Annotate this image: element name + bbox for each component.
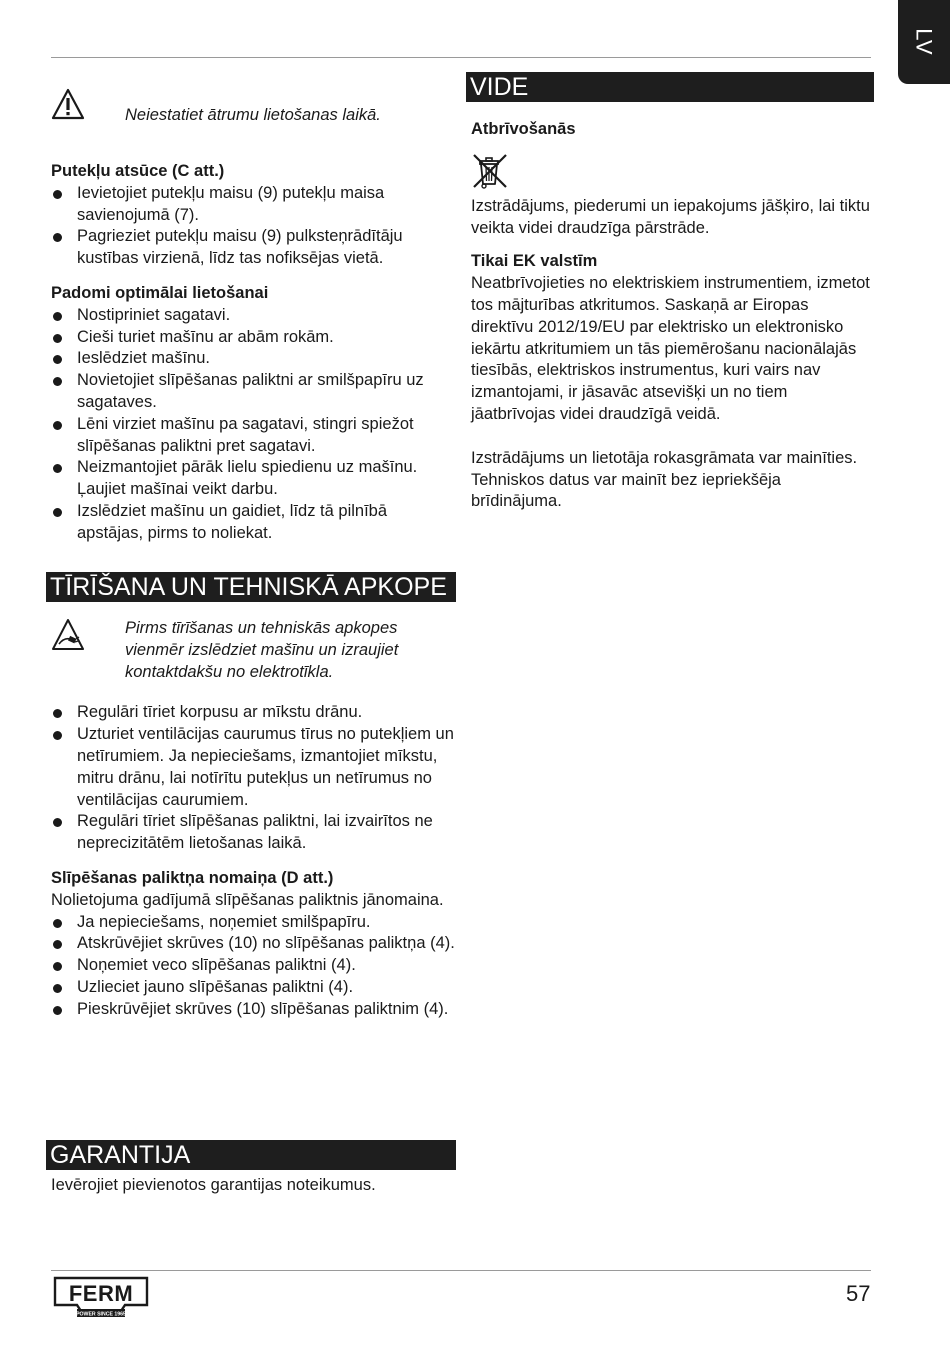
- list-item: Regulāri tīriet slīpēšanas paliktni, lai izvairītos ne neprecizitātēm lietošanas laikā.: [51, 811, 456, 855]
- list-item: Novietojiet slīpēšanas paliktni ar smilšpapīru uz sagataves.: [51, 370, 456, 414]
- cleaning-warning: [46, 618, 456, 683]
- cleaning-column: [46, 572, 456, 1021]
- ferm-logo-tagline: POWER SINCE 1965: [76, 1311, 126, 1318]
- list-item: Pieskrūvējiet skrūves (10) slīpēšanas paliktnim (4).: [51, 999, 456, 1021]
- list-item: Regulāri tīriet korpusu ar mīkstu drānu.: [51, 702, 456, 724]
- pad-intro: Nolietojuma gadījumā slīpēšanas paliktnis jānomaina.: [51, 890, 444, 909]
- right-column: [466, 72, 874, 513]
- list-item: Noņemiet veco slīpēšanas paliktni (4).: [51, 955, 456, 977]
- top-rule: [51, 57, 871, 58]
- pad-heading: Slīpēšanas paliktņa nomaiņa (D att.): [51, 868, 334, 887]
- list-item: Ja nepieciešams, noņemiet smilšpapīru.: [51, 912, 456, 934]
- bottom-rule: [51, 1270, 871, 1271]
- speed-warning-text: Neiestatiet ātrumu lietošanas laikā.: [125, 106, 381, 124]
- language-tab: [898, 0, 950, 84]
- cleaning-heading: TĪRĪŠANA UN TEHNISKĀ APKOPE: [46, 572, 456, 602]
- warning-triangle-icon: [51, 88, 125, 127]
- list-item: Ieslēdziet mašīnu.: [51, 348, 456, 370]
- list-item: Neizmantojiet pārāk lielu spiedienu uz mašīnu. Ļaujiet mašīnai veikt darbu.: [51, 457, 456, 501]
- list-item: Uzturiet ventilācijas caurumus tīrus no putekļiem un netīrumiem. Ja nepieciešams, izmantojiet mīkstu, mitru drānu, lai notīrītu putekļus un netīrumus no ventilācijas caurumiem.: [51, 724, 456, 811]
- tips-heading: Padomi optimālai lietošanai: [51, 283, 269, 302]
- list-item: Lēni virziet mašīnu pa sagatavi, stingri spiežot slīpēšanas paliktni pret sagatavi.: [51, 414, 456, 458]
- warranty-column: [46, 1140, 456, 1197]
- eu-section: [466, 251, 874, 425]
- cleaning-warning-text: Pirms tīrīšanas un tehniskās apkopes vienmēr izslēdziet mašīnu un izraujiet kontaktdakšu no elektrotīkla.: [125, 619, 399, 681]
- eu-heading: Tikai EK valstīm: [471, 252, 598, 271]
- change-note: Izstrādājums un lietotāja rokasgrāmata var mainīties. Tehniskos datus var mainīt bez iepriekšēja brīdinājuma.: [471, 448, 858, 511]
- pad-section: [46, 868, 456, 1021]
- pad-list: [51, 912, 456, 1021]
- language-code: LV: [911, 28, 937, 56]
- list-item: Nostipriniet sagatavi.: [51, 305, 456, 327]
- cleaning-list: [46, 702, 456, 855]
- list-item: Uzlieciet jauno slīpēšanas paliktni (4).: [51, 977, 456, 999]
- environment-heading: VIDE: [466, 72, 874, 102]
- dust-section: [51, 161, 456, 270]
- ferm-logo: [51, 1275, 151, 1326]
- tips-section: [51, 283, 456, 545]
- page-number: 57: [846, 1281, 871, 1306]
- list-item: Cieši turiet mašīnu ar abām rokām.: [51, 327, 456, 349]
- list-item: Atskrūvējiet skrūves (10) no slīpēšanas paliktņa (4).: [51, 933, 456, 955]
- warranty-heading: GARANTIJA: [46, 1140, 456, 1170]
- dust-list: [51, 183, 456, 270]
- eu-text: Neatbrīvojieties no elektriskiem instrumentiem, izmetot tos mājturības atkritumos. Saskaņā ar Eiropas direktīvu 2012/19/EU par elektrisko un elektronisko iekārtu atkritumiem un tās piemērošanu nacionālajās tiesībās, elektriskos instrumentus, kuri vairs nav izmantojami, ir jāsavāc atsevišķi un no tiem jāatbrīvojas videi draudzīgā veidā.: [471, 274, 870, 423]
- dust-heading: Putekļu atsūce (C att.): [51, 162, 225, 180]
- ferm-logo-wordmark: FERM: [68, 1281, 134, 1306]
- disposal-heading: Atbrīvošanās: [471, 120, 576, 138]
- disposal-section: [466, 119, 874, 239]
- list-item: Ievietojiet putekļu maisu (9) putekļu maisa savienojumā (7).: [51, 183, 456, 227]
- unplug-warning-icon: [51, 618, 125, 659]
- list-item: Izslēdziet mašīnu un gaidiet, līdz tā pilnībā apstājas, pirms to noliekat.: [51, 501, 456, 545]
- crossed-bin-icon: [471, 152, 874, 196]
- left-column: [51, 88, 456, 545]
- tips-list: [51, 305, 456, 545]
- list-item: Pagrieziet putekļu maisu (9) pulksteņrādītāju kustības virzienā, līdz tas nofiksējas vietā.: [51, 226, 456, 270]
- warranty-text: Ievērojiet pievienotos garantijas noteikumus.: [51, 1176, 376, 1194]
- disposal-text: Izstrādājums, piederumi un iepakojums jāšķiro, lai tiktu veikta videi draudzīga pārstrāde.: [471, 196, 870, 237]
- speed-warning: [51, 88, 456, 140]
